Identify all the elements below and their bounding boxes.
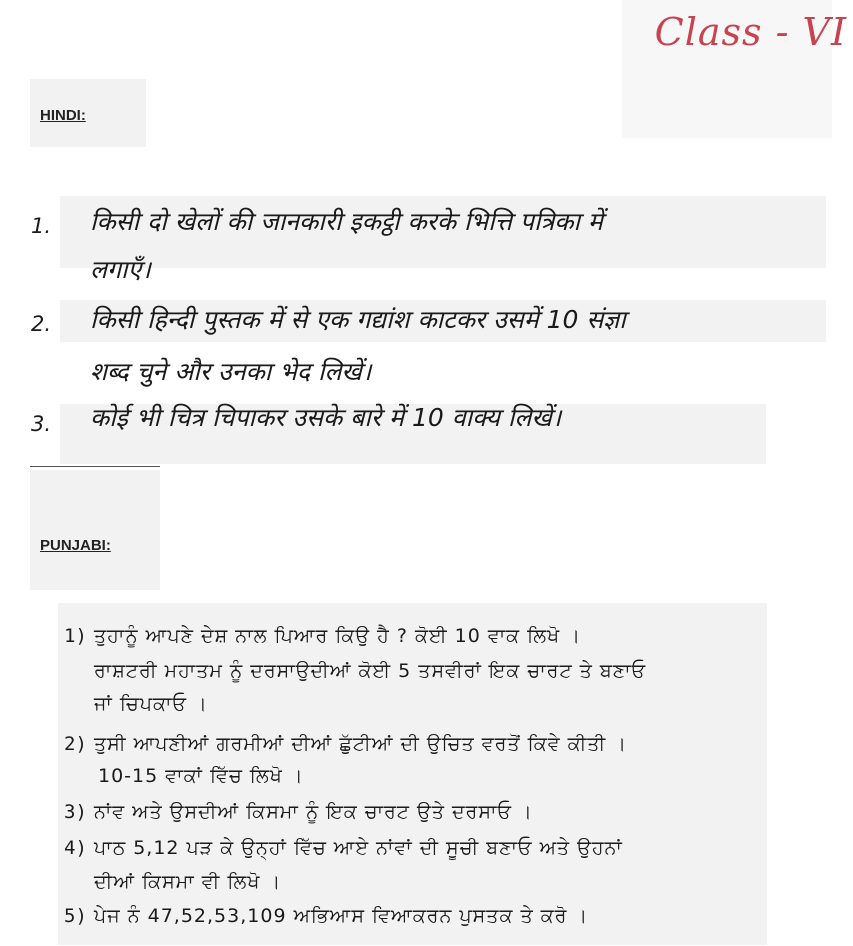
hindi-item-number: 1. [31,214,52,238]
punjabi-item-number: 4) [64,837,87,859]
punjabi-heading: PUNJABI: [40,537,111,554]
hindi-item-line: किसी दो खेलों की जानकारी इकट्ठी करके भित्ति पत्रिका में [90,207,603,236]
punjabi-item-line: ਰਾਸ਼ਟਰੀ ਮਹਾਤਮ ਨੂੰ ਦਰਸਾਉਦੀਆਂ ਕੋਈ 5 ਤਸਵੀਰਾਂ ਇਕ ਚਾਰਟ ਤੇ ਬਣਾਓ [94,660,647,682]
punjabi-item-line: ਨਾਂਵ ਅਤੇ ਉਸਦੀਆਂ ਕਿਸਮਾ ਨੂੰ ਇਕ ਚਾਰਟ ਉਤੇ ਦਰਸਾਓ । [94,801,533,823]
punjabi-item-line: ਦੀਆਂ ਕਿਸਮਾ ਵੀ ਲਿਖੋ । [94,871,282,893]
punjabi-item-line: ਪਾਠ 5,12 ਪੜ ਕੇ ਉਨ੍ਹਾਂ ਵਿੱਚ ਆਏ ਨਾਂਵਾਂ ਦੀ ਸੂਚੀ ਬਣਾਓ ਅਤੇ ਉਹਨਾਂ [94,837,623,859]
scan-patch-punjabi-heading [30,470,160,590]
punjabi-item-line: 10-15 ਵਾਕਾਂ ਵਿੱਚ ਲਿਖੋ । [98,765,304,787]
punjabi-item-line: ਜਾਂ ਚਿਪਕਾਓ । [94,693,208,715]
hindi-item-line: किसी हिन्दी पुस्तक में से एक गद्यांश काटकर उसमें 10 संज्ञा [90,305,626,334]
hindi-item-line: लगाएँ। [90,255,151,284]
hindi-item-line: शब्द चुने और उनका भेद लिखें। [90,357,372,386]
punjabi-item-number: 5) [64,905,87,927]
hindi-item-line: कोई भी चित्र चिपाकर उसके बारे में 10 वाक्य लिखें। [90,403,562,432]
punjabi-item-line: ਤੁਹਾਨੂੰ ਆਪਣੇ ਦੇਸ਼ ਨਾਲ ਪਿਆਰ ਕਿਉ ਹੈ ? ਕੋਈ 10 ਵਾਕ ਲਿਖੋ । [94,625,582,647]
punjabi-item-number: 3) [64,801,87,823]
hindi-item-number: 3. [31,412,52,436]
punjabi-item-line: ਪੇਜ ਨੰ 47,52,53,109 ਅਭਿਆਸ ਵਿਆਕਰਨ ਪੁਸਤਕ ਤੇ ਕਰੋ । [94,905,589,927]
punjabi-item-number: 1) [64,625,87,647]
hindi-heading: HINDI: [40,107,86,124]
section-divider [30,466,160,467]
hindi-item-number: 2. [31,312,52,336]
punjabi-item-number: 2) [64,733,87,755]
punjabi-list [60,605,765,945]
punjabi-item-line: ਤੁਸੀ ਆਪਣੀਆਂ ਗਰਮੀਆਂ ਦੀਆਂ ਛੁੱਟੀਆਂ ਦੀ ਉਚਿਤ ਵਰਤੋਂ ਕਿਵੇ ਕੀਤੀ । [94,733,628,755]
class-label: Class - VI [654,10,847,54]
